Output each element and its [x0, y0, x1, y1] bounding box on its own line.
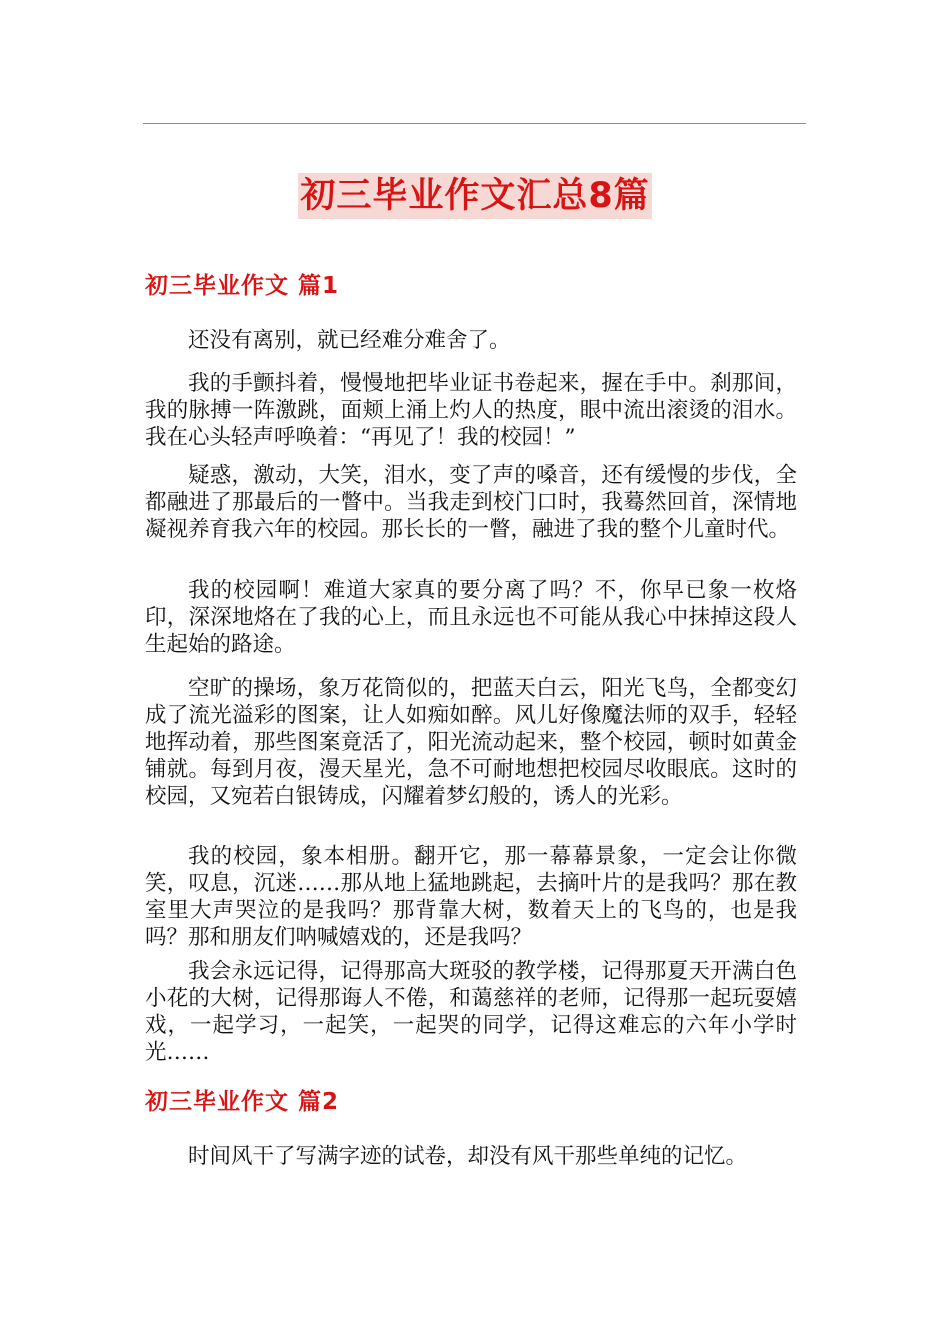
paragraph: 时间风干了写满字迹的试卷，却没有风干那些单纯的记忆。	[188, 1144, 748, 1169]
section-heading-1: 初三毕业作文 篇1	[145, 273, 340, 299]
document-title: 初三毕业作文汇总8篇	[298, 173, 651, 219]
paragraph: 我会永远记得，记得那高大斑驳的教学楼，记得那夏天开满白色小花的大树，记得那诲人不倦，和蔼慈祥的老师，记得那一起玩耍嬉戏，一起学习，一起笑，一起哭的同学，记得这难忘的六年小学时光……	[145, 959, 797, 1065]
paragraph: 我的校园啊！难道大家真的要分离了吗？不，你早已象一枚烙印，深深地烙在了我的心上，而且永远也不可能从我心中抹掉这段人生起始的路途。	[145, 578, 797, 657]
paragraph: 我的手颤抖着，慢慢地把毕业证书卷起来，握在手中。刹那间，我的脉搏一阵激跳，面颊上涌上灼人的热度，眼中流出滚烫的泪水。我在心头轻声呼唤着：“再见了！我的校园！”	[145, 371, 797, 450]
paragraph: 疑惑，激动，大笑，泪水，变了声的嗓音，还有缓慢的步伐，全都融进了那最后的一瞥中。当我走到校门口时，我蓦然回首，深情地凝视养育我六年的校园。那长长的一瞥，融进了我的整个儿童时代。	[145, 463, 797, 542]
paragraph: 我的校园，象本相册。翻开它，那一幕幕景象，一定会让你微笑，叹息，沉迷……那从地上猛地跳起，去摘叶片的是我吗？那在教室里大声哭泣的是我吗？那背靠大树，数着天上的飞鸟的，也是我吗？那和朋友们呐喊嬉戏的，还是我吗？	[145, 844, 797, 950]
paragraph: 空旷的操场，象万花筒似的，把蓝天白云，阳光飞鸟，全都变幻成了流光溢彩的图案，让人如痴如醉。风儿好像魔法师的双手，轻轻地挥动着，那些图案竟活了，阳光流动起来，整个校园，顿时如黄金铺就。每到月夜，漫天星光，急不可耐地想把校园尽收眼底。这时的校园，又宛若白银铸成，闪耀着梦幻般的，诱人的光彩。	[145, 676, 797, 809]
top-divider	[143, 123, 806, 124]
section-heading-2: 初三毕业作文 篇2	[145, 1089, 340, 1115]
title-container	[0, 150, 950, 243]
paragraph: 还没有离别，就已经难分难舍了。	[188, 328, 511, 353]
